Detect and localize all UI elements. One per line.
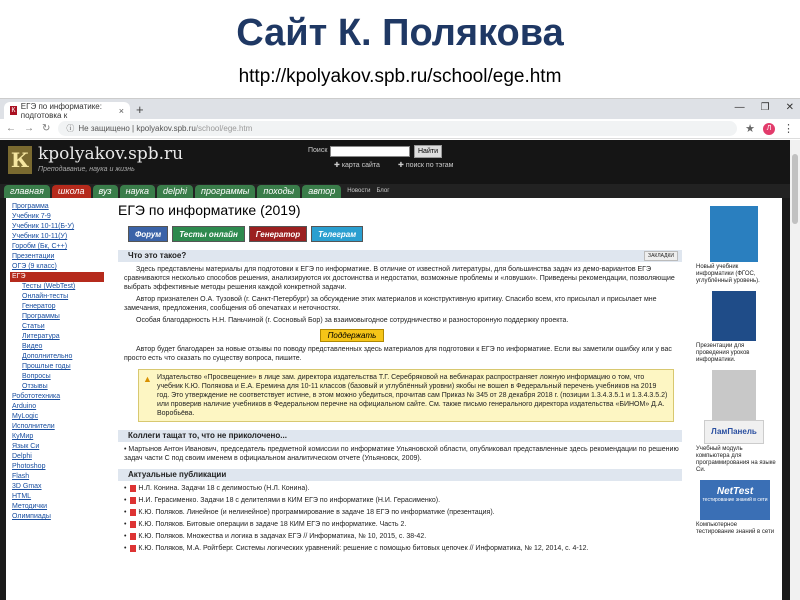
- support-button[interactable]: Поддержать: [320, 329, 384, 342]
- list-item[interactable]: • Н.И. Герасименко. Задачи 18 с делителями в КИМ ЕГЭ по информатике (Н.И. Герасименко).: [124, 497, 441, 504]
- nav-tab-hiking[interactable]: походы: [257, 185, 300, 198]
- sidebar-item[interactable]: Методички: [12, 503, 48, 510]
- pdf-icon: [130, 521, 136, 528]
- site-nav: [0, 184, 790, 198]
- tag-search-link[interactable]: [398, 161, 453, 169]
- sidebar-item[interactable]: Arduino: [12, 403, 37, 410]
- tab-title: ЕГЭ по информатике: подготовка к: [20, 101, 102, 120]
- warning-icon: ▲: [143, 374, 152, 384]
- site-logo[interactable]: К: [8, 146, 32, 174]
- page-viewport: [0, 140, 790, 600]
- sidebar-item[interactable]: HTML: [12, 493, 32, 500]
- list-item-text: К.Ю. Поляков. Линейное (и нелинейное) программирование в задаче 18 ЕГЭ по информатике (презентация).: [138, 509, 495, 516]
- nav-tab-programs[interactable]: программы: [195, 185, 255, 198]
- menu-icon[interactable]: ⋮: [783, 123, 794, 135]
- lampanel-logo[interactable]: [704, 420, 764, 444]
- textbook-image[interactable]: [710, 206, 758, 262]
- lampanel-image[interactable]: [712, 370, 756, 420]
- address-host: kpolyakov.spb.ru: [136, 124, 196, 133]
- sitemap-label: карта сайта: [341, 162, 380, 169]
- reload-icon[interactable]: ↻: [42, 123, 51, 134]
- nav-tab-home[interactable]: главная: [4, 185, 50, 198]
- scrollbar-thumb[interactable]: [792, 154, 798, 224]
- colleagues-item: • Мартынов Антон Иванович, председатель предметной комиссии по информатике Ульяновской области, опубликовал представленные здесь рекомендации по решению задач части С под своим именем в официальном аналитическом отчете (Ульяновск, 2009).: [124, 446, 679, 462]
- tag-icon: ✚: [398, 162, 406, 169]
- section-title: Коллеги тащат то, что не приколочено...: [128, 431, 287, 440]
- section-publications: [118, 469, 682, 481]
- sidebar-item[interactable]: Flash: [12, 473, 30, 480]
- pdf-icon: [130, 533, 136, 540]
- sidebar-item[interactable]: Photoshop: [12, 463, 46, 470]
- online-tests-button[interactable]: Тесты онлайн: [172, 226, 245, 242]
- quick-buttons: [128, 226, 684, 242]
- sidebar-item[interactable]: Delphi: [12, 453, 32, 460]
- nettest-brand: NetTest: [716, 486, 754, 497]
- slide-url: http://kpolyakov.spb.ru/school/ege.htm: [238, 66, 562, 87]
- sitemap-icon: ✚: [334, 162, 342, 169]
- list-item[interactable]: • К.Ю. Поляков, М.А. Ройтберг. Системы логических уравнений: решение с помощью битовых цепочек // Информатика, № 12, 2014, с. 4-12.: [124, 545, 589, 552]
- list-item[interactable]: • К.Ю. Поляков. Линейное (и нелинейное) программирование в задаче 18 ЕГЭ по информатике (презентация).: [124, 509, 495, 516]
- list-item-text: К.Ю. Поляков. Множества и логика в задачах ЕГЭ // Информатика, № 10, 2015, с. 38-42.: [138, 533, 427, 540]
- page-scrollbar[interactable]: [790, 140, 800, 600]
- list-item[interactable]: • К.Ю. Поляков. Битовые операции в задаче 18 КИМ ЕГЭ по информатике. Часть 2.: [124, 521, 407, 528]
- sidebar-subitem[interactable]: Генератор: [22, 303, 56, 310]
- maximize-icon[interactable]: ❐: [760, 102, 770, 113]
- section-title: Актуальные публикации: [128, 470, 227, 479]
- list-item[interactable]: • Н.Л. Конина. Задачи 18 с делимостью (Н.Л. Конина).: [124, 485, 310, 492]
- page-title: ЕГЭ по информатике (2019): [118, 202, 301, 218]
- promo-caption: Компьютерное тестирование знаний в сети: [696, 522, 775, 535]
- nav-tab-author[interactable]: автор: [302, 185, 341, 198]
- sidebar-subitem[interactable]: Программы: [22, 313, 60, 320]
- pdf-icon: [130, 545, 136, 552]
- window-controls: [735, 102, 794, 113]
- address-separator: |: [129, 124, 137, 133]
- search-button[interactable]: Найти: [414, 145, 442, 158]
- avatar[interactable]: Л: [763, 123, 775, 135]
- section-colleagues: [118, 430, 682, 442]
- sidebar-subitem[interactable]: Вопросы: [22, 373, 51, 380]
- promo-caption: Презентации для проведения уроков информатики.: [696, 343, 750, 363]
- sidebar-subitem[interactable]: Статьи: [22, 323, 45, 330]
- colleagues-text: Мартынов Антон Иванович, председатель предметной комиссии по информатике Ульяновской области, опубликовал представленные здесь рекомендации по решению задач части С под своим именем в официальном аналитическом отчете (Ульяновск, 2009).: [124, 446, 679, 462]
- bookmarks-button[interactable]: ЗАКЛАДКИ: [644, 251, 678, 261]
- nav-tab-university[interactable]: вуз: [93, 185, 118, 198]
- pdf-icon: [130, 497, 136, 504]
- promo-caption: Учебный модуль компьютера для программирования на языке Си.: [696, 446, 776, 473]
- sidebar-item[interactable]: Горобм (Бк, C++): [12, 243, 68, 250]
- sidebar-subitem[interactable]: Видео: [22, 343, 43, 350]
- page-content: [6, 198, 782, 600]
- back-icon[interactable]: ←: [6, 123, 16, 134]
- sidebar-item[interactable]: Программа: [12, 203, 49, 210]
- sidebar-subitem[interactable]: Тесты (WebTest): [22, 283, 76, 290]
- sidebar-item[interactable]: Учебник 7-9: [12, 213, 51, 220]
- sidebar-item[interactable]: 3D Gmax: [12, 483, 42, 490]
- main-content: [110, 198, 684, 553]
- list-item-text: К.Ю. Поляков. Битовые операции в задаче 18 КИМ ЕГЭ по информатике. Часть 2.: [138, 521, 407, 528]
- sidebar-item[interactable]: Презентации: [12, 253, 55, 260]
- feedback-paragraph: Автор будет благодарен за новые отзывы по поводу представленных здесь материалов для подготовки к ЕГЭ по информатике. Если вы заметили ошибку или у вас просто есть что сказать по существу вопроса, пишите.: [124, 346, 672, 362]
- right-column: [694, 206, 776, 542]
- section-what-is-this: [118, 250, 682, 262]
- list-item-text: Н.Л. Конина. Задачи 18 с делимостью (Н.Л. Конина).: [138, 485, 310, 492]
- bookmark-star-icon[interactable]: ★: [745, 123, 755, 135]
- nav-tab-school[interactable]: школа: [52, 185, 91, 198]
- presentations-image[interactable]: [712, 291, 756, 341]
- lampanel-brand: ЛамПанель: [711, 427, 757, 436]
- slide-title: Сайт К. Полякова: [236, 12, 564, 54]
- forum-button[interactable]: Форум: [128, 226, 168, 242]
- sidebar-subitem[interactable]: Прошлые годы: [22, 363, 71, 370]
- sitemap-link[interactable]: [334, 161, 380, 169]
- telegram-button[interactable]: Телеграм: [311, 226, 363, 242]
- search-label: Поиск: [308, 147, 328, 154]
- sidebar-item[interactable]: Язык Си: [12, 443, 40, 450]
- browser-window: [0, 98, 800, 600]
- sidebar-item[interactable]: Учебник 10-11(Б-У): [12, 223, 75, 230]
- sidebar-item[interactable]: Робототехника: [12, 393, 61, 400]
- list-item-text: К.Ю. Поляков, М.А. Ройтберг. Системы логических уравнений: решение с помощью битовых цепочек // Информатика, № 12, 2014, с. 4-12.: [138, 545, 589, 552]
- address-bar: [0, 119, 800, 139]
- sidebar-item[interactable]: Олимпиады: [12, 513, 51, 520]
- nav-news[interactable]: Новости: [347, 188, 371, 194]
- nav-tab-science[interactable]: наука: [120, 185, 155, 198]
- tag-search-label: поиск по тэгам: [405, 162, 454, 169]
- info-icon[interactable]: ⓘ: [66, 124, 75, 133]
- search-input[interactable]: [330, 146, 410, 157]
- site-name[interactable]: kpolyakov.spb.ru: [38, 144, 184, 164]
- sidebar-subitem[interactable]: Отзывы: [22, 383, 48, 390]
- nettest-sub: тестирование знаний в сети: [702, 497, 768, 503]
- sidebar-subitem[interactable]: Литература: [22, 333, 60, 340]
- browser-tab[interactable]: [4, 102, 130, 119]
- thanks-paragraph: Автор признателен О.А. Тузовой (г. Санкт-Петербург) за обсуждение этих материалов и конструктивную критику. Спасибо всем, кто присылал и присылает мне замечания, предложения, сообщения об опечатках и неточностях.: [124, 296, 657, 312]
- url-input[interactable]: [58, 121, 737, 136]
- pdf-icon: [130, 485, 136, 492]
- generator-button[interactable]: Генератор: [249, 226, 307, 242]
- sidebar-item[interactable]: ОГЭ (9 класс): [12, 263, 57, 270]
- list-item-text: Н.И. Герасименко. Задачи 18 с делителями в КИМ ЕГЭ по информатике (Н.И. Герасименко).: [138, 497, 441, 504]
- site-tagline: Преподавание, наука и жизнь: [38, 166, 135, 173]
- gratitude-paragraph: Особая благодарность Н.Н. Паньчиной (г. Сосновый Бор) за взаимовыгодное сотрудничество и разносторонную поддержку проекта.: [136, 317, 569, 324]
- sidebar-subitem[interactable]: Онлайн-тесты: [22, 293, 69, 300]
- nettest-image[interactable]: [700, 480, 770, 520]
- address-path: /school/ege.htm: [195, 124, 253, 133]
- sidebar-subitem[interactable]: Дополнительно: [22, 353, 73, 360]
- close-window-icon[interactable]: ✕: [785, 102, 794, 113]
- promo-caption: Новый учебник информатики (ФГОС, углублённый уровень).: [696, 264, 760, 284]
- forward-icon[interactable]: →: [24, 123, 34, 134]
- nav-blog[interactable]: Блог: [376, 188, 390, 194]
- close-tab-icon[interactable]: ×: [118, 105, 124, 116]
- sidebar-item-ege[interactable]: ЕГЭ: [10, 272, 104, 282]
- list-item[interactable]: • К.Ю. Поляков. Множества и логика в задачах ЕГЭ // Информатика, № 10, 2015, с. 38-42.: [124, 533, 427, 540]
- pdf-icon: [130, 509, 136, 516]
- sidebar: [10, 202, 104, 522]
- site-header: [0, 140, 790, 184]
- intro-paragraph: Здесь представлены материалы для подготовки к ЕГЭ по информатике. В отличие от известной литературы, для большинства задач из демо-вариантов ЕГЭ сравниваются несколько способов решения, анализируются их достоинства и недостатки, возможные проблемы и «ловушки». Приведены рекомендации, позволяющие выбрать эффективные методы решения каждой конкретной задачи.: [124, 266, 675, 291]
- tab-bar: [0, 99, 800, 119]
- sidebar-item[interactable]: Исполнители: [12, 423, 55, 430]
- notice-text: Издательство «Просвещение» в лице зам. директора издательства Т.Г. Серебряковой на вебинарах распространяет ложную информацию о том, что учебник К.Ю. Полякова и Е.А. Еремина для 10-11 классов (базовый и углублённый уровни) якобы не вошел в Федеральный перечень учебников на 2019 год. Это утверждение не соответствует истине, в этом можно убедиться, прочитав сам Приказ № 345 от 28 декабря 2018 г. (позиции 1.3.4.3.5.1 и 1.3.4.3.5.2) или проверив наличие учебников в Федеральном перечне на официальном сайте. См. также письмо генерального директора издательства «БИНОМ» Д.А. Воробьёва.: [157, 374, 668, 417]
- sidebar-item[interactable]: КуМир: [12, 433, 34, 440]
- section-title: Что это такое?: [128, 251, 187, 260]
- sidebar-item[interactable]: Учебник 10-11(У): [12, 233, 68, 240]
- nav-tab-delphi[interactable]: delphi: [157, 185, 193, 198]
- warning-notice: [138, 369, 674, 422]
- sidebar-item[interactable]: MyLogic: [12, 413, 39, 420]
- address-secure: Не защищено: [78, 124, 130, 133]
- new-tab-icon[interactable]: +: [136, 102, 144, 117]
- favicon-icon: К: [11, 107, 16, 114]
- minimize-icon[interactable]: —: [734, 102, 745, 113]
